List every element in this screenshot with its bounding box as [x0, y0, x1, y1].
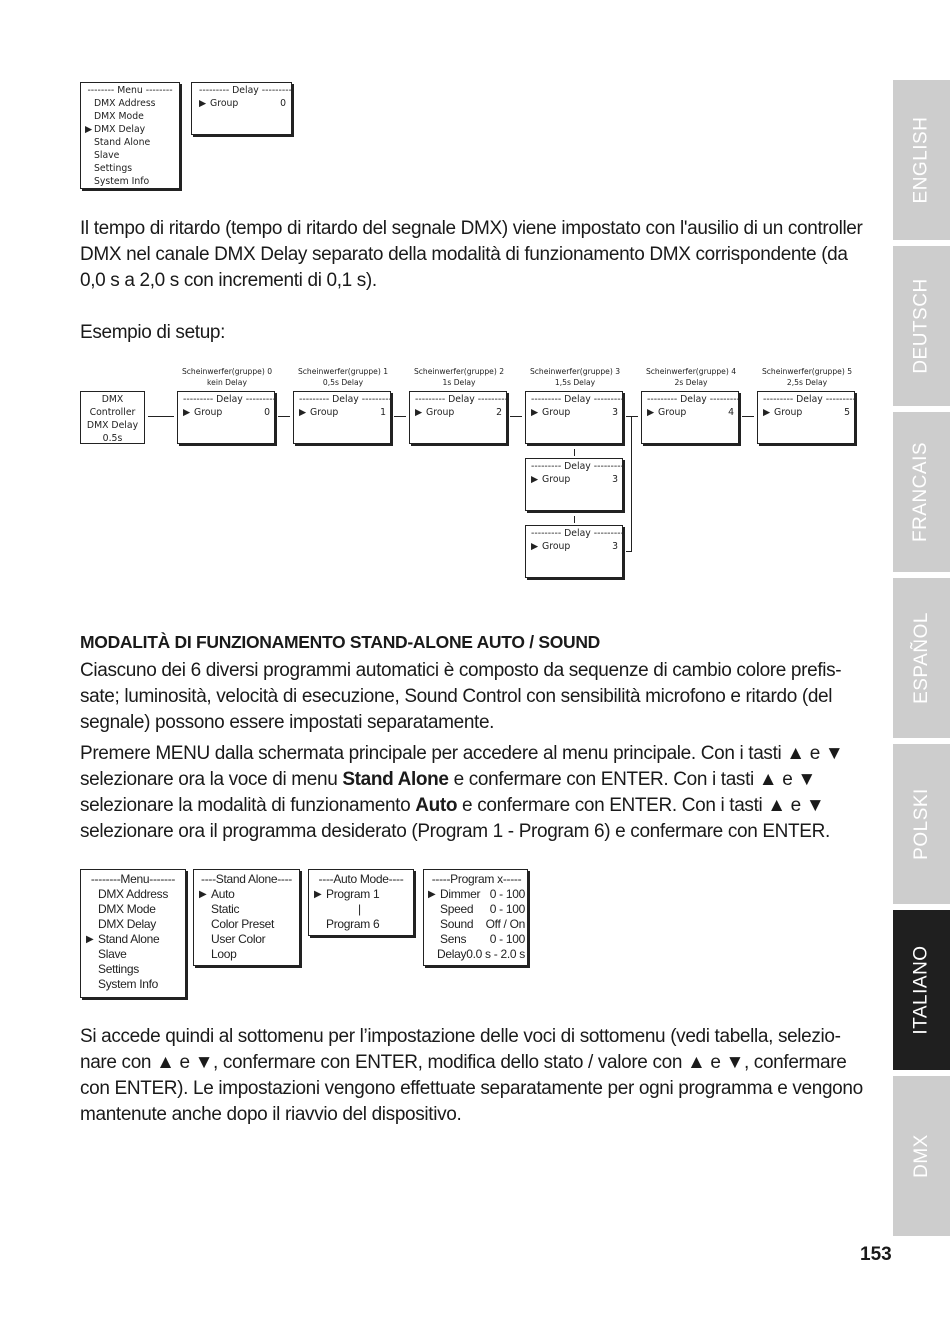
- connector-line: [631, 416, 632, 552]
- delay-title: --------- Delay ---------: [531, 528, 624, 539]
- group-label: Group: [210, 98, 239, 109]
- group-delay: kein Delay: [207, 378, 247, 387]
- tab-polski[interactable]: [893, 744, 950, 904]
- menu-item: [81, 977, 185, 992]
- menu-item: [194, 932, 299, 947]
- group-delay-display: [177, 391, 275, 444]
- group-caption: [169, 366, 285, 388]
- group-value: 3: [612, 541, 618, 552]
- group-delay-display: [641, 391, 739, 444]
- connector-line: [148, 416, 174, 417]
- menu-item: [81, 932, 185, 947]
- menu-title: --------Menu-------: [90, 872, 176, 886]
- tab-label: DEUTSCH: [910, 278, 932, 374]
- menu-item-label: DMX Delay: [94, 124, 146, 135]
- group-name: Scheinwerfer(gruppe) 2: [413, 367, 505, 376]
- paragraph-delay-intro: Il tempo di ritardo (tempo di ritardo del segnale DMX) viene impostato con l'ausilio di un controller DMX nel canale DMX Delay separato della modalità di funzionamento DMX corrispondente (da 0,0 s a 2,0 s con incrementi di 0,1 s).: [80, 218, 863, 291]
- tab-deutsch[interactable]: [893, 246, 950, 406]
- program-row-label: Sens: [440, 932, 467, 946]
- program-row-value: Off / On: [485, 917, 525, 931]
- menu-item-label: DMX Address: [94, 98, 156, 109]
- branch-delay-display: [525, 458, 623, 511]
- tab-dmx[interactable]: [893, 1076, 950, 1236]
- page-number: 153: [860, 1244, 892, 1265]
- instruction-text: Premere MENU dalla schermata principale per accedere al menu principale. Con i tasti ▲ e ▼ selezionare ora la voce di menu: [80, 743, 844, 790]
- program-row: [428, 947, 525, 962]
- dmx-controller-box: [80, 391, 145, 444]
- tab-francais[interactable]: [893, 412, 950, 572]
- menu-item: [81, 110, 179, 123]
- menu-item-label: Static: [211, 902, 240, 916]
- pointer-icon: [199, 932, 211, 947]
- program-row-value: 0.0 s - 2.0 s: [466, 947, 525, 961]
- connector-line: [574, 449, 575, 456]
- menu-item: [81, 947, 185, 962]
- menu-item: [81, 887, 185, 902]
- program-row-value: 0 - 100: [489, 887, 525, 901]
- auto-mode-display: [308, 869, 414, 936]
- group-delay: 2s Delay: [674, 378, 708, 387]
- section-heading: MODALITÀ DI FUNZIONAMENTO STAND-ALONE AUTO / SOUND: [80, 632, 601, 652]
- delay-title: --------- Delay ---------: [299, 394, 392, 405]
- paragraph-instructions: [80, 741, 870, 845]
- menu-item-label: Settings: [98, 962, 139, 976]
- menu-item: [81, 902, 185, 917]
- pointer-icon: [86, 917, 98, 932]
- group-delay: 1s Delay: [442, 378, 476, 387]
- group-value: 1: [380, 407, 386, 418]
- pointer-icon: ▶: [86, 934, 94, 945]
- pointer-icon: [314, 917, 326, 932]
- group-caption: [285, 366, 401, 388]
- group-value: 5: [844, 407, 850, 418]
- program-row-label: Sound: [440, 917, 474, 931]
- delay-group-row: [531, 406, 618, 419]
- menu-item: [81, 175, 179, 188]
- menu-item: [309, 887, 413, 902]
- menu-display: [80, 82, 180, 189]
- pointer-icon: ▶: [199, 889, 207, 900]
- group-delay-display: [525, 391, 623, 444]
- delay-group-row: [199, 97, 286, 110]
- pointer-icon: [199, 947, 211, 962]
- group-label: Group: [542, 474, 571, 485]
- delay-title: --------- Delay ---------: [183, 394, 276, 405]
- delay-group-row: [299, 406, 386, 419]
- program-row-label: Delay: [437, 947, 467, 961]
- menu-item-label: System Info: [98, 977, 159, 991]
- paragraph-programs: Ciascuno dei 6 diversi programmi automatici è composto da sequenze di cambio colore prefis-sate; luminosità, velocità di esecuzione, Sound Control con sensibilità microfono e ritardo (del segnale) possono essere impostati separatamente.: [80, 660, 842, 733]
- pointer-icon: [86, 977, 98, 992]
- menu-item: [309, 917, 413, 932]
- program-row-value: 0 - 100: [489, 932, 525, 946]
- group-caption: [633, 366, 749, 388]
- pointer-icon: [199, 902, 211, 917]
- tab-label: FRANCAIS: [910, 441, 932, 543]
- program-row-value: 0 - 100: [489, 902, 525, 916]
- tab-english[interactable]: [893, 80, 950, 240]
- program-row: [428, 932, 525, 947]
- controller-line: DMX: [101, 394, 124, 405]
- mode-name: Auto: [415, 795, 458, 816]
- group-delay: 1,5s Delay: [554, 378, 596, 387]
- setup-label: Esempio di setup:: [80, 322, 226, 343]
- program-title: -----Program x-----: [431, 872, 522, 886]
- pointer-icon: [428, 902, 440, 917]
- menu-item-label: User Color: [211, 932, 266, 946]
- group-caption: [749, 366, 865, 388]
- delay-group-row: [415, 406, 502, 419]
- menu-item: [81, 136, 179, 149]
- instruction-text: e confermare con ENTER. Con i tasti ▲ e ▼ selezionare ora il programma desiderato (Program 1 - Program 6) e confermare con ENTER.: [80, 795, 830, 842]
- pointer-icon: [86, 902, 98, 917]
- auto-mode-title: ----Auto Mode----: [318, 872, 404, 886]
- controller-line: DMX Delay: [86, 420, 139, 431]
- group-label: Group: [542, 541, 571, 552]
- pointer-icon: [85, 97, 94, 110]
- group-label: Group: [310, 407, 339, 418]
- menu-item: [194, 917, 299, 932]
- delay-group-row: [647, 406, 734, 419]
- menu-item: [309, 902, 413, 917]
- delay-title: --------- Delay ---------: [531, 394, 624, 405]
- menu-item-label: Program 1: [326, 887, 380, 901]
- menu-item-label: Stand Alone: [94, 137, 151, 148]
- group-label: Group: [542, 407, 571, 418]
- pointer-icon: [86, 887, 98, 902]
- pointer-icon: ▶: [415, 407, 423, 418]
- menu-item-label: Settings: [94, 163, 133, 174]
- program-row: [428, 917, 525, 932]
- group-caption: [517, 366, 633, 388]
- tab-espanol[interactable]: [893, 578, 950, 738]
- menu-item: [81, 149, 179, 162]
- pointer-icon: ▶: [531, 541, 539, 552]
- pointer-icon: ▶: [647, 407, 655, 418]
- connector-line: [394, 416, 406, 417]
- group-name: Scheinwerfer(gruppe) 3: [529, 367, 621, 376]
- pointer-icon: [85, 110, 94, 123]
- group-value: 2: [496, 407, 502, 418]
- pointer-icon: ▶: [85, 124, 93, 135]
- menu-item-label: Slave: [94, 150, 120, 161]
- menu-item-label: DMX Address: [98, 887, 169, 901]
- instruction-text: e confermare con ENTER. Con i tasti ▲ e ▼ selezionare la modalità di funzionamento: [80, 769, 816, 816]
- menu-item-label: Stand Alone: [98, 932, 160, 946]
- tab-italiano[interactable]: [893, 910, 950, 1070]
- delay-group-row: [763, 406, 850, 419]
- controller-line: 0.5s: [102, 433, 123, 444]
- group-label: Group: [426, 407, 455, 418]
- group-delay-display: [757, 391, 855, 444]
- pointer-icon: [428, 932, 440, 947]
- menu-item: [194, 947, 299, 962]
- pointer-icon: ▶: [763, 407, 771, 418]
- controller-line: Controller: [89, 407, 136, 418]
- menu-item-label: DMX Delay: [98, 917, 156, 931]
- pointer-icon: ▶: [428, 889, 436, 900]
- program-row-label: Speed: [440, 902, 474, 916]
- delay-title: --------- Delay ---------: [415, 394, 508, 405]
- pointer-icon: [314, 902, 326, 917]
- connector-line: [574, 516, 575, 523]
- menu-item-label: Program 6: [326, 917, 380, 931]
- branch-delay-display: [525, 525, 623, 578]
- menu-item-label: DMX Mode: [98, 902, 156, 916]
- pointer-icon: ▶: [531, 474, 539, 485]
- program-row-label: Dimmer: [440, 887, 481, 901]
- group-value: 4: [728, 407, 734, 418]
- connector-line: [278, 416, 290, 417]
- tab-label: POLSKI: [910, 788, 932, 860]
- pointer-icon: ▶: [531, 407, 539, 418]
- group-name: Scheinwerfer(gruppe) 4: [645, 367, 737, 376]
- pointer-icon: ▶: [314, 889, 322, 900]
- group-delay: 2,5s Delay: [786, 378, 828, 387]
- menu-item-label: Auto: [211, 887, 235, 901]
- pointer-icon: ▶: [199, 98, 207, 109]
- delay-group-row: [531, 473, 618, 486]
- stand-alone-display: [193, 869, 300, 966]
- pointer-icon: [85, 136, 94, 149]
- pointer-icon: ▶: [183, 407, 191, 418]
- menu-item-label: System Info: [94, 176, 150, 187]
- menu-item: [81, 917, 185, 932]
- menu-item: [81, 162, 179, 175]
- menu-item-label: Slave: [98, 947, 127, 961]
- delay-title: --------- Delay ---------: [763, 394, 856, 405]
- pointer-icon: [85, 175, 94, 188]
- pointer-icon: [86, 962, 98, 977]
- delay-title: --------- Delay ---------: [647, 394, 740, 405]
- delay-group-row: [183, 406, 270, 419]
- delay-group-row: [531, 540, 618, 553]
- tab-label: ESPAÑOL: [910, 612, 932, 704]
- menu-item: [194, 887, 299, 902]
- pointer-icon: [428, 947, 437, 962]
- program-row: [428, 902, 525, 917]
- program-display: [423, 869, 528, 966]
- connector-line: [510, 416, 522, 417]
- group-label: Group: [658, 407, 687, 418]
- tab-label: DMX: [910, 1134, 932, 1178]
- tab-label: ITALIANO: [910, 945, 932, 1035]
- group-name: Scheinwerfer(gruppe) 5: [761, 367, 853, 376]
- tab-label: ENGLISH: [910, 116, 932, 204]
- group-delay-display: [293, 391, 391, 444]
- connector-line: [626, 551, 632, 552]
- pointer-icon: [428, 917, 440, 932]
- menu-item-label: DMX Mode: [94, 111, 144, 122]
- group-value: 0: [264, 407, 270, 418]
- group-name: Scheinwerfer(gruppe) 1: [297, 367, 389, 376]
- menu-item: [194, 902, 299, 917]
- menu-item-label: |: [358, 902, 361, 916]
- pointer-icon: [199, 917, 211, 932]
- delay-display: [191, 82, 292, 135]
- main-menu-display: [80, 869, 186, 998]
- group-label: Group: [194, 407, 223, 418]
- group-value: 3: [612, 407, 618, 418]
- pointer-icon: [86, 947, 98, 962]
- pointer-icon: [85, 162, 94, 175]
- menu-item-label: Color Preset: [211, 917, 275, 931]
- program-row: [428, 887, 525, 902]
- delay-title: --------- Delay ---------: [199, 85, 292, 96]
- menu-item: [81, 962, 185, 977]
- menu-title: -------- Menu --------: [87, 85, 173, 96]
- group-delay-display: [409, 391, 507, 444]
- connector-line: [626, 416, 632, 417]
- group-value: 0: [280, 98, 286, 109]
- menu-item-label: Loop: [211, 947, 237, 961]
- group-label: Group: [774, 407, 803, 418]
- delay-title: --------- Delay ---------: [531, 461, 624, 472]
- group-caption: [401, 366, 517, 388]
- group-name: Scheinwerfer(gruppe) 0: [181, 367, 273, 376]
- connector-line: [742, 416, 754, 417]
- stand-alone-title: ----Stand Alone----: [201, 872, 292, 886]
- pointer-icon: ▶: [299, 407, 307, 418]
- menu-item-name: Stand Alone: [342, 769, 449, 790]
- group-delay: 0,5s Delay: [322, 378, 364, 387]
- group-value: 3: [612, 474, 618, 485]
- menu-item: [81, 123, 179, 136]
- menu-item: [81, 97, 179, 110]
- pointer-icon: [85, 149, 94, 162]
- paragraph-submenu: Si accede quindi al sottomenu per l’impostazione delle voci di sottomenu (vedi tabella, selezio-nare con ▲ e ▼, confermare con ENTER, modifica dello stato / valore con ▲ e ▼, confermare con ENTER). Le impostazioni vengono effettuate separatamente per ogni programma e vengono mantenute anche dopo il riavvio del dispositivo.: [80, 1026, 863, 1125]
